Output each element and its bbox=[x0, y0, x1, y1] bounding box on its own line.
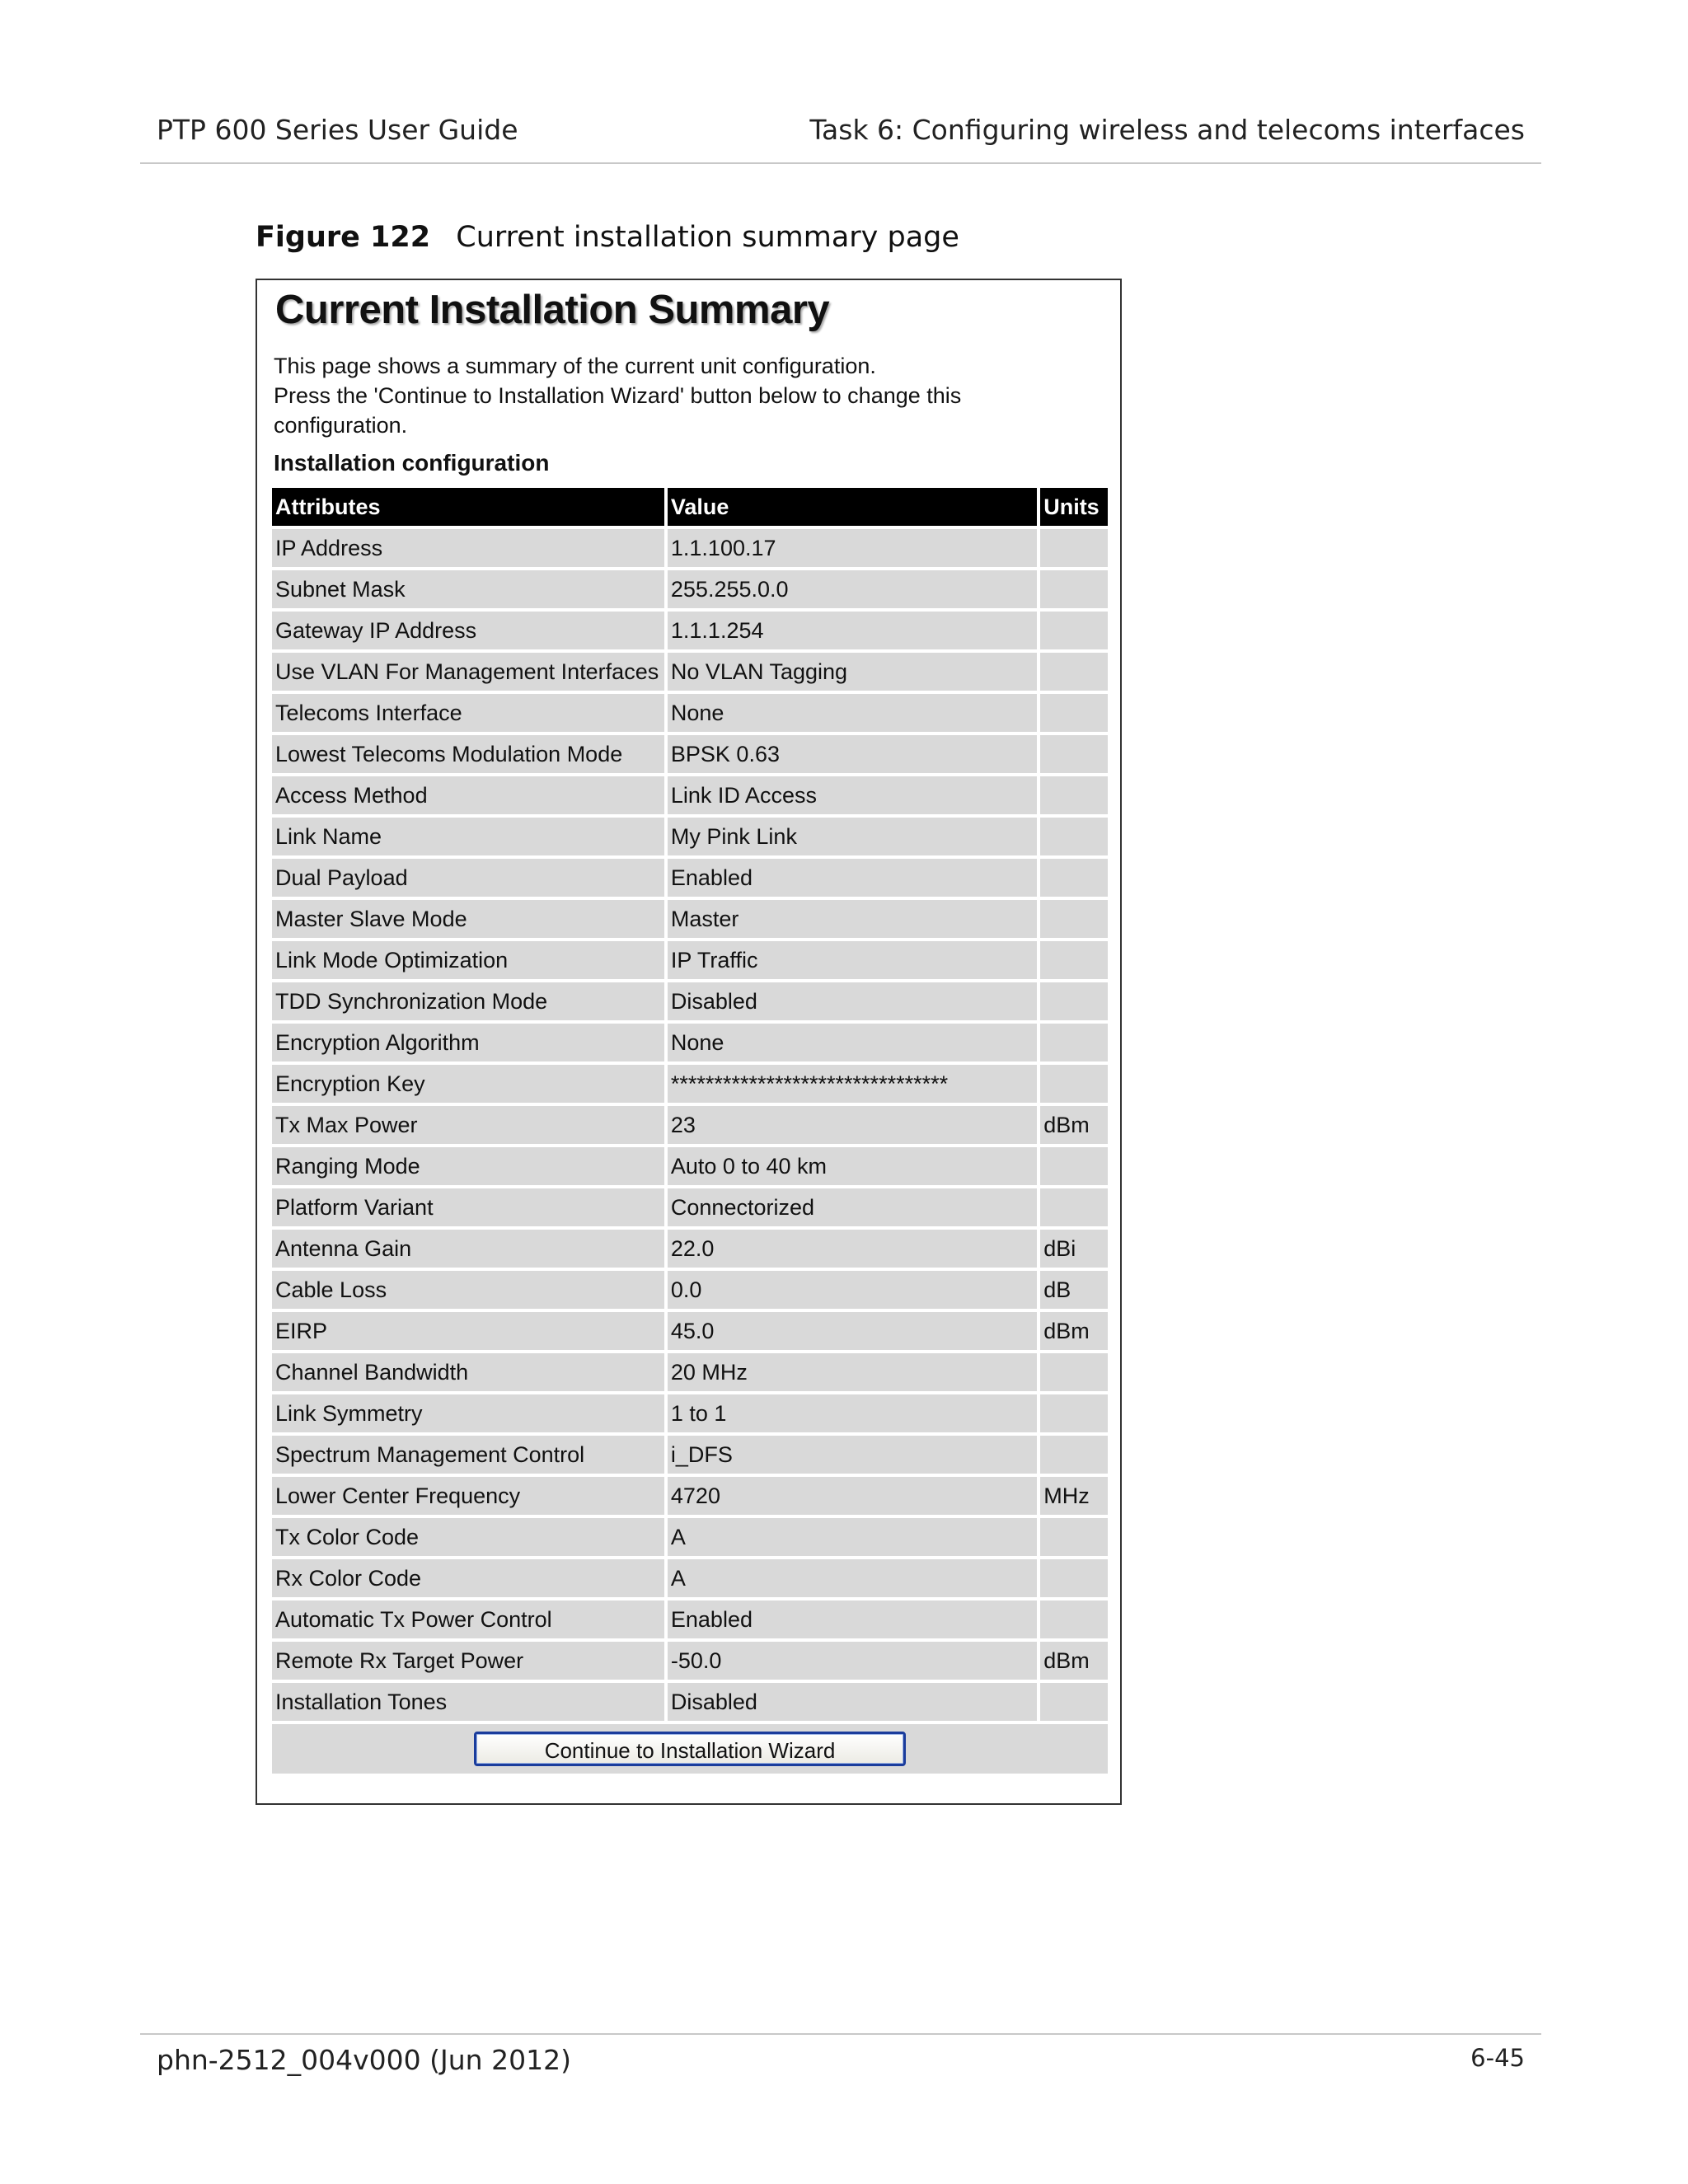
button-row bbox=[272, 1724, 1108, 1774]
table-row bbox=[272, 1559, 1108, 1597]
attribute-cell: Dual Payload bbox=[272, 859, 664, 897]
table-row bbox=[272, 1683, 1108, 1721]
value-cell: Link ID Access bbox=[668, 776, 1037, 814]
units-cell bbox=[1040, 1601, 1108, 1638]
value-cell: Master bbox=[668, 900, 1037, 938]
units-cell bbox=[1040, 900, 1108, 938]
page-title: Current Installation Summary bbox=[275, 288, 830, 332]
description-line: Press the 'Continue to Installation Wizard' button below to change this bbox=[274, 383, 962, 408]
table-row bbox=[272, 982, 1108, 1020]
value-cell: 4720 bbox=[668, 1477, 1037, 1515]
units-cell bbox=[1040, 1683, 1108, 1721]
figure-caption-text: Current installation summary page bbox=[456, 221, 959, 254]
value-cell: My Pink Link bbox=[668, 818, 1037, 855]
units-cell bbox=[1040, 735, 1108, 773]
table-row bbox=[272, 653, 1108, 691]
attribute-cell: Spectrum Management Control bbox=[272, 1436, 664, 1474]
table-row bbox=[272, 1518, 1108, 1556]
table-row bbox=[272, 1601, 1108, 1638]
continue-to-installation-wizard-button[interactable]: Continue to Installation Wizard bbox=[474, 1732, 906, 1766]
table-header-row bbox=[272, 488, 1108, 526]
header-divider bbox=[140, 162, 1541, 164]
attribute-cell: Platform Variant bbox=[272, 1188, 664, 1226]
section-title: Installation configuration bbox=[274, 450, 550, 476]
attribute-cell: Lower Center Frequency bbox=[272, 1477, 664, 1515]
attribute-cell: EIRP bbox=[272, 1312, 664, 1350]
attribute-cell: Master Slave Mode bbox=[272, 900, 664, 938]
table-row bbox=[272, 735, 1108, 773]
value-cell: 22.0 bbox=[668, 1230, 1037, 1268]
table-row bbox=[272, 776, 1108, 814]
description-line: configuration. bbox=[274, 413, 408, 438]
attribute-cell: Installation Tones bbox=[272, 1683, 664, 1721]
units-cell: dBm bbox=[1040, 1106, 1108, 1144]
figure-caption bbox=[256, 221, 959, 254]
units-cell bbox=[1040, 694, 1108, 732]
table-row bbox=[272, 612, 1108, 649]
attribute-cell: Gateway IP Address bbox=[272, 612, 664, 649]
button-cell bbox=[272, 1724, 1108, 1774]
units-cell bbox=[1040, 818, 1108, 855]
column-header-units: Units bbox=[1040, 488, 1108, 526]
value-cell: Enabled bbox=[668, 859, 1037, 897]
attribute-cell: Encryption Key bbox=[272, 1065, 664, 1103]
value-cell: Disabled bbox=[668, 1683, 1037, 1721]
units-cell bbox=[1040, 982, 1108, 1020]
units-cell bbox=[1040, 776, 1108, 814]
value-cell: IP Traffic bbox=[668, 941, 1037, 979]
value-cell: 45.0 bbox=[668, 1312, 1037, 1350]
value-cell: None bbox=[668, 694, 1037, 732]
attribute-cell: Cable Loss bbox=[272, 1271, 664, 1309]
value-cell: -50.0 bbox=[668, 1642, 1037, 1680]
table-row bbox=[272, 1147, 1108, 1185]
attribute-cell: Link Mode Optimization bbox=[272, 941, 664, 979]
table-row bbox=[272, 570, 1108, 608]
table-body bbox=[272, 529, 1108, 1721]
attribute-cell: Antenna Gain bbox=[272, 1230, 664, 1268]
value-cell: Auto 0 to 40 km bbox=[668, 1147, 1037, 1185]
table-row bbox=[272, 1106, 1108, 1144]
attribute-cell: Subnet Mask bbox=[272, 570, 664, 608]
footer-divider bbox=[140, 2033, 1541, 2035]
value-cell: None bbox=[668, 1024, 1037, 1062]
units-cell bbox=[1040, 612, 1108, 649]
units-cell: dBi bbox=[1040, 1230, 1108, 1268]
value-cell: i_DFS bbox=[668, 1436, 1037, 1474]
units-cell bbox=[1040, 570, 1108, 608]
value-cell: 0.0 bbox=[668, 1271, 1037, 1309]
table-row bbox=[272, 1271, 1108, 1309]
table-row bbox=[272, 859, 1108, 897]
value-cell: BPSK 0.63 bbox=[668, 735, 1037, 773]
units-cell bbox=[1040, 653, 1108, 691]
units-cell bbox=[1040, 1353, 1108, 1391]
units-cell bbox=[1040, 529, 1108, 567]
table-row bbox=[272, 694, 1108, 732]
value-cell: 23 bbox=[668, 1106, 1037, 1144]
table-row bbox=[272, 900, 1108, 938]
value-cell: A bbox=[668, 1518, 1037, 1556]
table-row bbox=[272, 1024, 1108, 1062]
table-row bbox=[272, 1230, 1108, 1268]
attribute-cell: TDD Synchronization Mode bbox=[272, 982, 664, 1020]
attribute-cell: Channel Bandwidth bbox=[272, 1353, 664, 1391]
units-cell bbox=[1040, 941, 1108, 979]
units-cell bbox=[1040, 1188, 1108, 1226]
document-id: phn-2512_004v000 (Jun 2012) bbox=[157, 2044, 571, 2076]
units-cell bbox=[1040, 1065, 1108, 1103]
table-row bbox=[272, 1312, 1108, 1350]
value-cell: ******************************** bbox=[668, 1065, 1037, 1103]
units-cell: dBm bbox=[1040, 1312, 1108, 1350]
attribute-cell: Remote Rx Target Power bbox=[272, 1642, 664, 1680]
attribute-cell: Encryption Algorithm bbox=[272, 1024, 664, 1062]
value-cell: 255.255.0.0 bbox=[668, 570, 1037, 608]
value-cell: 1.1.100.17 bbox=[668, 529, 1037, 567]
attribute-cell: Ranging Mode bbox=[272, 1147, 664, 1185]
value-cell: A bbox=[668, 1559, 1037, 1597]
document-title: PTP 600 Series User Guide bbox=[157, 114, 518, 146]
table-row bbox=[272, 1065, 1108, 1103]
units-cell bbox=[1040, 1518, 1108, 1556]
installation-config-table bbox=[269, 485, 1111, 1777]
units-cell bbox=[1040, 1394, 1108, 1432]
page-number: 6-45 bbox=[1470, 2044, 1525, 2072]
attribute-cell: Rx Color Code bbox=[272, 1559, 664, 1597]
units-cell bbox=[1040, 1147, 1108, 1185]
chapter-title: Task 6: Configuring wireless and telecoms interfaces bbox=[809, 114, 1525, 146]
attribute-cell: Telecoms Interface bbox=[272, 694, 664, 732]
description-line: This page shows a summary of the current unit configuration. bbox=[274, 354, 876, 378]
value-cell: 20 MHz bbox=[668, 1353, 1037, 1391]
value-cell: Connectorized bbox=[668, 1188, 1037, 1226]
column-header-attributes: Attributes bbox=[272, 488, 664, 526]
attribute-cell: Tx Color Code bbox=[272, 1518, 664, 1556]
units-cell: MHz bbox=[1040, 1477, 1108, 1515]
column-header-value: Value bbox=[668, 488, 1037, 526]
attribute-cell: Tx Max Power bbox=[272, 1106, 664, 1144]
value-cell: Disabled bbox=[668, 982, 1037, 1020]
value-cell: 1 to 1 bbox=[668, 1394, 1037, 1432]
table-row bbox=[272, 1477, 1108, 1515]
attribute-cell: Automatic Tx Power Control bbox=[272, 1601, 664, 1638]
units-cell bbox=[1040, 1559, 1108, 1597]
value-cell: 1.1.1.254 bbox=[668, 612, 1037, 649]
attribute-cell: Use VLAN For Management Interfaces bbox=[272, 653, 664, 691]
units-cell: dBm bbox=[1040, 1642, 1108, 1680]
attribute-cell: Access Method bbox=[272, 776, 664, 814]
table-row bbox=[272, 1394, 1108, 1432]
units-cell bbox=[1040, 1024, 1108, 1062]
table-row bbox=[272, 941, 1108, 979]
installation-summary-screenshot bbox=[256, 279, 1122, 1805]
units-cell bbox=[1040, 859, 1108, 897]
table-row bbox=[272, 1642, 1108, 1680]
table-row bbox=[272, 1188, 1108, 1226]
table-row bbox=[272, 1353, 1108, 1391]
table-row bbox=[272, 529, 1108, 567]
attribute-cell: Link Symmetry bbox=[272, 1394, 664, 1432]
value-cell: No VLAN Tagging bbox=[668, 653, 1037, 691]
attribute-cell: IP Address bbox=[272, 529, 664, 567]
attribute-cell: Lowest Telecoms Modulation Mode bbox=[272, 735, 664, 773]
attribute-cell: Link Name bbox=[272, 818, 664, 855]
figure-number: Figure 122 bbox=[256, 221, 431, 254]
units-cell bbox=[1040, 1436, 1108, 1474]
units-cell: dB bbox=[1040, 1271, 1108, 1309]
table-row bbox=[272, 1436, 1108, 1474]
table-row bbox=[272, 818, 1108, 855]
page-description bbox=[274, 351, 1098, 440]
value-cell: Enabled bbox=[668, 1601, 1037, 1638]
